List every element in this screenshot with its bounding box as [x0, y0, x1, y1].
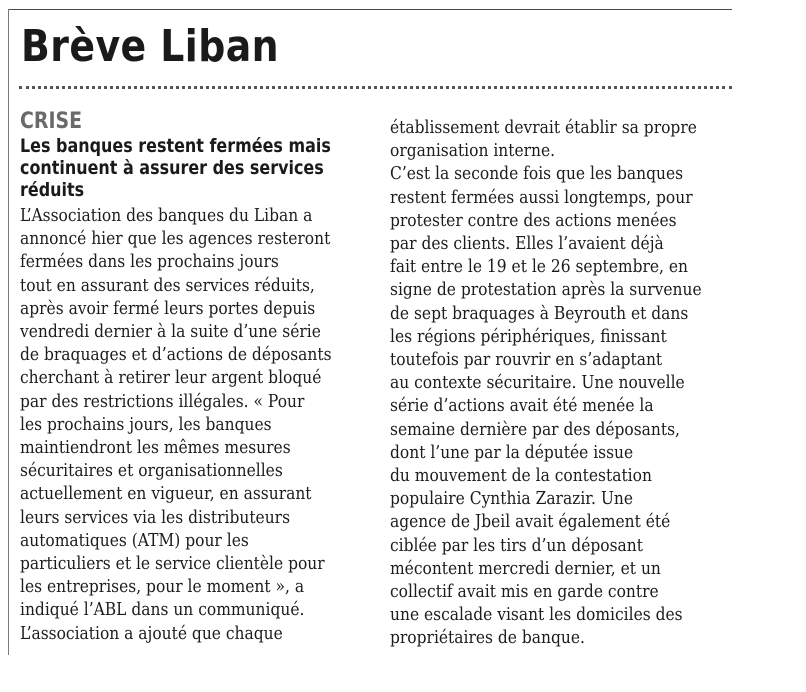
body-line: une escalade visant les domiciles des	[390, 604, 683, 626]
body-line: établissement devrait établir sa propre	[390, 117, 697, 138]
body-line: agence de Jbeil avait également été	[390, 511, 671, 533]
article-body-left	[20, 204, 382, 645]
body-line: de sept braquages à Beyrouth et dans	[390, 302, 689, 324]
body-line: populaire Cynthia Zarazir. Une	[390, 488, 634, 510]
article-right-column	[390, 116, 730, 650]
body-line: maintiendront les mêmes mesures	[20, 437, 291, 459]
headline-line: Les banques restent fermées mais	[20, 135, 331, 157]
body-line: cherchant à retirer leur argent bloqué	[20, 367, 322, 389]
section-title: Brève Liban	[21, 21, 280, 72]
body-line: sécuritaires et organisationnelles	[20, 460, 283, 482]
body-line: propriétaires de banque.	[390, 627, 585, 649]
headline-line: réduits	[20, 179, 85, 201]
body-line: actuellement en vigueur, en assurant	[20, 483, 312, 505]
body-line: C’est la seconde fois que les banques	[390, 163, 684, 185]
article-left-column	[20, 110, 382, 645]
body-line: fait entre le 19 et le 26 septembre, en	[390, 256, 689, 278]
body-line: leurs services via les distributeurs	[20, 506, 291, 528]
body-line: L’Association des banques du Liban a	[20, 205, 313, 226]
body-line: du mouvement de la contestation	[390, 465, 652, 487]
body-line: toutefois par rouvrir en s’adaptant	[390, 349, 663, 371]
body-line: organisation interne.	[390, 140, 556, 162]
body-line: annoncé hier que les agences resteront	[20, 228, 331, 250]
top-border-rule	[8, 9, 732, 10]
article-kicker: CRISE	[20, 109, 83, 134]
article-headline	[20, 135, 382, 201]
body-line: série d’actions avait été menée la	[390, 395, 654, 417]
body-line: restent fermées aussi longtemps, pour	[390, 186, 693, 208]
body-line: L’association a ajouté que chaque	[20, 622, 283, 644]
body-line: mécontent mercredi dernier, et un	[390, 557, 661, 579]
body-line: ciblée par les tirs d’un déposant	[390, 534, 643, 556]
body-line: fermées dans les prochains jours	[20, 251, 279, 273]
body-line: par des restrictions illégales. « Pour	[20, 390, 305, 412]
body-line: au contexte sécuritaire. Une nouvelle	[390, 372, 685, 394]
body-line: dont l’une par la députée issue	[390, 441, 634, 463]
headline-line: continuent à assurer des services	[20, 157, 324, 179]
left-border-rule	[8, 9, 9, 655]
body-line: indiqué l’ABL dans un communiqué.	[20, 599, 305, 621]
body-line: de braquages et d’actions de déposants	[20, 344, 332, 366]
body-line: tout en assurant des services réduits,	[20, 274, 315, 296]
body-line: protester contre des actions menées	[390, 209, 677, 231]
body-line: signe de protestation après la survenue	[390, 279, 702, 301]
body-line: collectif avait mis en garde contre	[390, 581, 659, 603]
body-line: après avoir fermé leurs portes depuis	[20, 297, 316, 319]
body-line: automatiques (ATM) pour les	[20, 529, 249, 551]
body-line: les régions périphériques, finissant	[390, 325, 667, 347]
body-line: semaine dernière par des déposants,	[390, 418, 680, 440]
body-line: les prochains jours, les banques	[20, 413, 272, 435]
body-line: par des clients. Elles l’avaient déjà	[390, 233, 664, 255]
body-line: particuliers et le service clientèle pour	[20, 553, 325, 575]
dotted-separator	[19, 86, 732, 89]
body-line: vendredi dernier à la suite d’une série	[20, 321, 321, 343]
body-line: les entreprises, pour le moment », a	[20, 576, 305, 598]
